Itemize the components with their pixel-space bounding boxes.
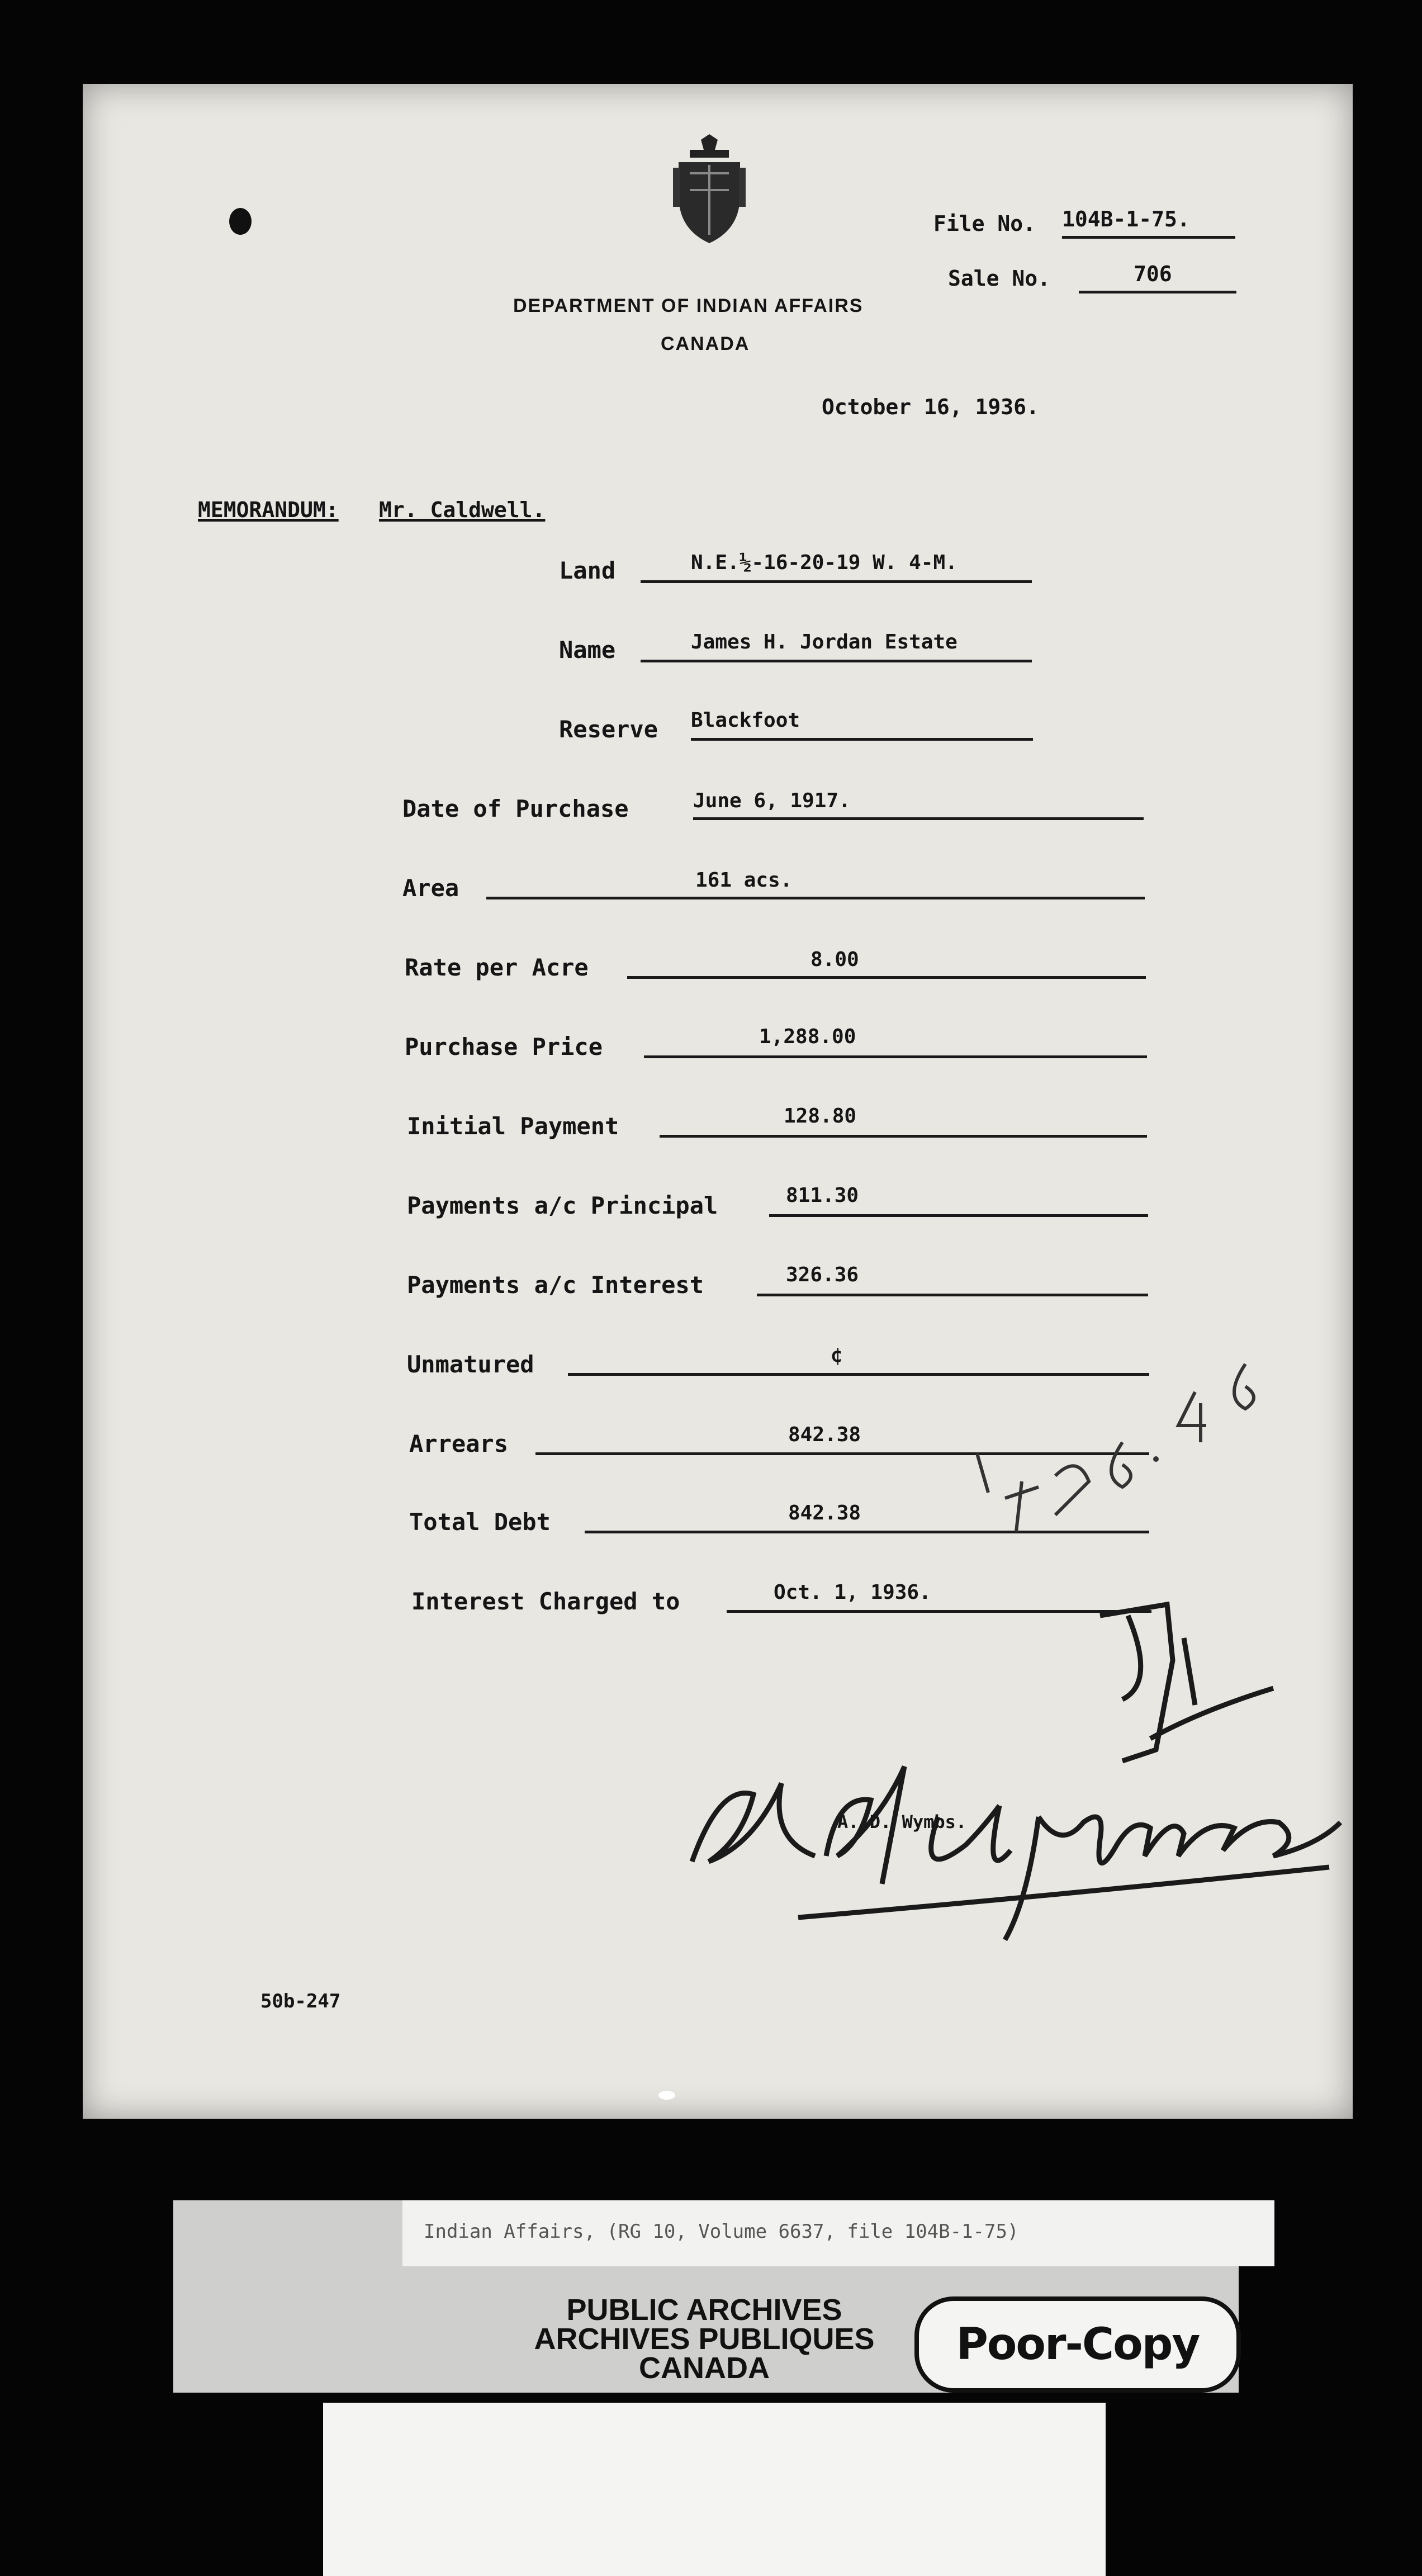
land-underline [641, 580, 1032, 583]
principal-underline [769, 1214, 1148, 1217]
reserve-label: Reserve [559, 716, 658, 743]
interest-value: 326.36 [786, 1263, 859, 1286]
interest-label: Payments a/c Interest [407, 1271, 704, 1299]
blank-card-panel [323, 2403, 1106, 2576]
interest-charged-label: Interest Charged to [411, 1588, 680, 1615]
memorandum-recipient: Mr. Caldwell. [379, 498, 546, 522]
reserve-value: Blackfoot [691, 709, 800, 732]
initial-payment-label: Initial Payment [407, 1112, 619, 1140]
archive-reference: Indian Affairs, (RG 10, Volume 6637, file 104B-1-75) [424, 2220, 1019, 2243]
area-underline [486, 897, 1145, 899]
sale-number-underline [1079, 291, 1236, 293]
poor-copy-text: Poor-Copy [956, 2319, 1200, 2370]
sale-number-value: 706 [1134, 262, 1172, 286]
arrears-label: Arrears [409, 1430, 509, 1457]
area-label: Area [402, 874, 459, 902]
date-of-purchase-underline [693, 817, 1144, 820]
total-debt-value: 842.38 [788, 1502, 861, 1524]
rate-per-acre-underline [627, 976, 1146, 979]
archive-name-block [486, 2295, 922, 2383]
total-debt-label: Total Debt [409, 1508, 551, 1536]
file-number-value: 104B-1-75. [1062, 207, 1190, 231]
principal-label: Payments a/c Principal [407, 1192, 718, 1219]
arrears-value: 842.38 [788, 1423, 861, 1446]
land-label: Land [559, 557, 616, 584]
archive-reference-tag [402, 2200, 1274, 2266]
memorandum-label: MEMORANDUM: [198, 498, 339, 522]
principal-value: 811.30 [786, 1184, 859, 1207]
archive-line-2: ARCHIVES PUBLIQUES [534, 2322, 875, 2356]
interest-charged-underline [727, 1610, 1151, 1613]
purchase-price-label: Purchase Price [405, 1033, 603, 1060]
unmatured-label: Unmatured [407, 1351, 534, 1378]
archive-label-strip [173, 2200, 1239, 2393]
purchase-price-underline [644, 1055, 1147, 1058]
country-heading: CANADA [661, 333, 750, 354]
date-of-purchase-label: Date of Purchase [402, 795, 629, 822]
interest-underline [757, 1294, 1148, 1296]
department-heading: DEPARTMENT OF INDIAN AFFAIRS [513, 295, 864, 316]
initial-payment-value: 128.80 [784, 1105, 857, 1128]
memorandum-page [83, 84, 1353, 2119]
file-number-underline [1062, 236, 1235, 239]
archive-line-1: PUBLIC ARCHIVES [566, 2293, 842, 2327]
poor-copy-stamp [914, 2296, 1241, 2393]
handwritten-amount-note [955, 1347, 1346, 1560]
form-number: 50b-247 [260, 1990, 341, 2012]
purchase-price-value: 1,288.00 [759, 1025, 856, 1048]
sale-number-label: Sale No. [948, 266, 1051, 291]
memo-date: October 16, 1936. [822, 395, 1039, 419]
coat-of-arms-icon [667, 134, 751, 246]
rate-per-acre-value: 8.00 [810, 948, 859, 971]
unmatured-value: ¢ [831, 1344, 843, 1367]
handwritten-signature [670, 1716, 1363, 1951]
name-underline [641, 660, 1032, 662]
reserve-underline [691, 738, 1033, 741]
archive-line-3: CANADA [639, 2351, 770, 2385]
date-of-purchase-value: June 6, 1917. [693, 789, 851, 812]
paper-hole [658, 2091, 675, 2100]
initial-payment-underline [660, 1135, 1147, 1138]
ink-blot [229, 208, 252, 235]
typed-signatory-name: A. D. Wymbs. [837, 1811, 967, 1832]
file-number-label: File No. [933, 211, 1036, 236]
interest-charged-value: Oct. 1, 1936. [774, 1581, 931, 1604]
name-label: Name [559, 636, 616, 664]
name-value: James H. Jordan Estate [691, 631, 958, 654]
rate-per-acre-label: Rate per Acre [405, 954, 589, 981]
area-value: 161 acs. [695, 869, 793, 892]
land-value: N.E.½-16-20-19 W. 4-M. [691, 551, 958, 574]
